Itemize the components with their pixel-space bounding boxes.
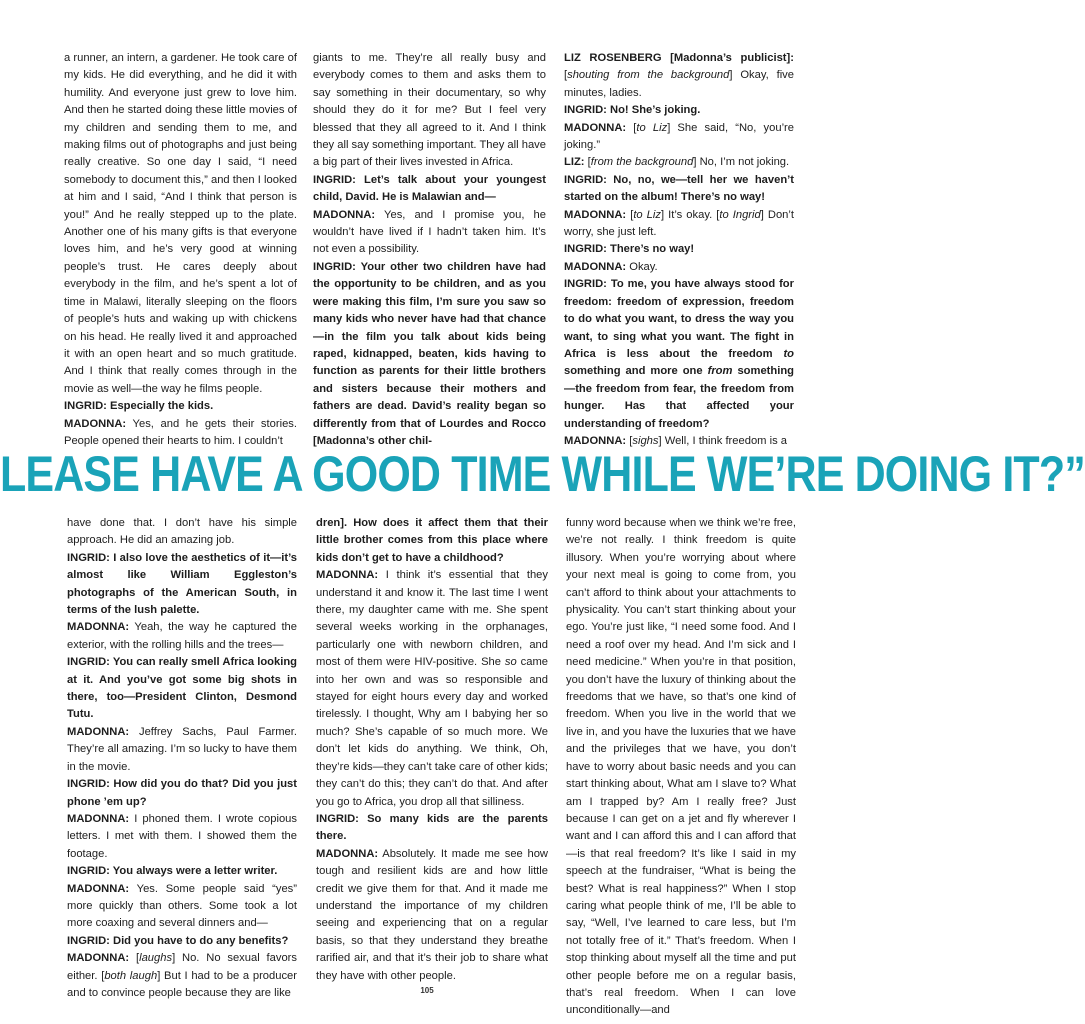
answer-paragraph: MADONNA: [sighs] Well, I think freedom is a (564, 434, 787, 447)
answer-paragraph (67, 619, 297, 654)
paragraph: a runner, an intern, a gardener. He took care of my kids. He did everything, and he did it with humility. And everyone just grew to love him. And then he started doing these little movies of my children and sending them to me, and making films out of photographs and just being really creative. So one day I said, “I need somebody to document this,” and then I looked at him and I said, “And I think that person is you!” And he really stepped up to the plate. Another one of his many gifts is that everyone loves him, and he’s very good at winning people’s trust. He cares deeply about everybody in the film, and he’s spent a lot of time in Malawi, literally sleeping on the floors of people’s huts and waking up with chickens on his head. He really lived it and approached it with an open heart and so much gratitude. And I think that really comes through in the movie as well—the way he films people. (64, 52, 297, 395)
question-paragraph: INGRID: No, no, we—tell her we haven’t started on the album! There’s no way! (564, 173, 794, 204)
speaker-label: MADONNA: (316, 847, 379, 860)
answer-paragraph: LIZ: [from the background] No, I’m not joking. (564, 156, 790, 169)
paragraph: funny word because when we think we’re free, we’re not really. I think freedom is quite illusory. When you’re worrying about where your next meal is going to come from, you can’t afford to think about your attachments to physicality. You can’t start thinking about your ego. You’re just like, “I need some food. And I need a roof over my head. And I’m sick and I need medicine.” When you’re in that position, you don’t have the luxury of thinking about the freedoms that we have, so that’s one kind of freedom. When you live in the world that we live in, and you have the luxuries that we have and the privileges that we have, you don’t have to worry about basic needs and you can start thinking about, What am I slave to? What am I trapped by? Am I really free? Just because I can get on a jet and fly wherever I want and I can afford this and I can afford that—is that real freedom? It’s like I said in my speech at the fundraiser, “What is being the best? What is real happiness?” When I stop caring what people think of me, I’ll be able to say, “Well, I’ve learned to care less, but I’m not totally free of it.” That’s freedom. When I stop thinking about myself all the time and put other people before me on a regular basis, that’s real freedom. When I can love unconditionally—and (566, 517, 796, 1017)
stage-direction: to Liz (636, 121, 668, 134)
text-column-3 (564, 50, 794, 450)
answer-text: I phoned them. I wrote copious letters. I met with them. I showed them the footage. (67, 812, 297, 860)
speaker-label: MADONNA: (64, 417, 127, 430)
question-text: something—the freedom from fear, the freedom from hunger. Has that affected your understanding of freedom? (564, 365, 794, 430)
answer-paragraph (316, 846, 548, 985)
question-paragraph: INGRID: Your other two children have had the opportunity to be children, and as you were making this film, I’m sure you saw so many kids who never have had that chance—in the film you talk about kids being raped, kidnapped, beaten, kids having to function as parents for their little brothers and sisters because their mothers and fathers are dead. David’s reality began so differently from that of Lourdes and Rocco [Madonna’s other chil- (313, 260, 546, 447)
speaker-label: MADONNA: (67, 812, 130, 825)
emphasis: to (783, 347, 794, 360)
answer-paragraph (67, 724, 297, 776)
paragraph: have done that. I don’t have his simple approach. He did an amazing job. (67, 517, 297, 547)
speaker-label: MADONNA: (316, 569, 379, 582)
text-column-5 (316, 515, 548, 985)
answer-paragraph: MADONNA: [laughs] No. No sexual favors either. [both laugh] But I had to be a producer and to convince people because they are like (67, 952, 298, 999)
question-text: INGRID: To me, you have always stood for freedom: freedom of expression, freedom to do what you want, to dress the way you want, to sing what you want. The fight in Africa is less about the freedom (564, 278, 794, 360)
text-column-4 (67, 515, 297, 1002)
answer-text: Yeah, the way he captured the exterior, with the rolling hills and the trees— (67, 621, 297, 651)
question-paragraph (564, 276, 794, 433)
page-number: 105 (420, 986, 434, 995)
answer-paragraph (316, 567, 548, 811)
answer-text: No, I’m not joking. (696, 156, 790, 169)
answer-text: But I had to be a producer and to convince people because they are like (67, 969, 298, 999)
stage-direction: both laugh (104, 969, 158, 982)
answer-text: Yes, and I promise you, he wouldn’t have lived if I hadn’t taken him. It’s not even a possibility. (313, 208, 546, 256)
text-column-2 (313, 50, 546, 450)
question-paragraph: INGRID: So many kids are the parents there. (316, 812, 548, 843)
text-column-6 (566, 515, 796, 1020)
answer-text: came into her own and was so responsible and stayed for eight hours every day and worked tirelessly. I thought, Why am I babying her so much? She’s capable of so much more. We don’t let kids do anything. We think, Oh, they’re kids—they can’t take care of other kids; they can’t do this; they can’t do that. And after you go to Africa, you drop all that silliness. (316, 656, 549, 808)
emphasis: so (504, 656, 517, 669)
answer-paragraph (67, 811, 297, 863)
stage-direction: to Liz (633, 208, 661, 221)
answer-text: Okay. (626, 260, 658, 273)
question-paragraph: INGRID: Let’s talk about your youngest child, David. He is Malawian and— (313, 173, 546, 204)
answer-text: Yes. Some people said “yes” more quickly than others. Some took a lot more coaxing and several dinners and— (67, 882, 297, 930)
answer-text: Well, I think freedom is a (661, 434, 787, 447)
answer-paragraph: MADONNA: [to Liz] She said, “No, you’re joking.” (564, 121, 794, 152)
question-paragraph: INGRID: There’s no way! (564, 243, 695, 256)
stage-direction: from the background (590, 156, 694, 169)
stage-direction: shouting from the background (567, 69, 730, 82)
question-paragraph: INGRID: Especially the kids. (64, 400, 214, 413)
answer-text: Okay, five minutes, ladies. (564, 69, 794, 99)
answer-text: No. No sexual favors either. (67, 952, 297, 982)
speaker-label: MADONNA: (67, 882, 130, 895)
stage-direction: sighs (632, 434, 659, 447)
question-text: something and more one (564, 365, 708, 378)
speaker-label: MADONNA: (564, 121, 627, 134)
answer-paragraph: LIZ ROSENBERG [Madonna’s publicist]: [shouting from the background] Okay, five minutes, ladies. (564, 52, 794, 99)
speaker-label: LIZ ROSENBERG [Madonna’s publicist]: (564, 52, 794, 64)
question-paragraph: INGRID: No! She’s joking. (564, 104, 701, 117)
speaker-label: LIZ: (564, 156, 585, 169)
question-paragraph: INGRID: Did you have to do any benefits? (67, 934, 289, 947)
pull-quote: LEASE HAVE A GOOD TIME WHILE WE’RE DOING IT?” (0, 446, 1085, 502)
speaker-label: MADONNA: (67, 952, 130, 965)
question-paragraph: INGRID: How did you do that? Did you just phone ’em up? (67, 778, 297, 808)
answer-text: It’s okay. (664, 208, 717, 221)
stage-direction: laughs (139, 952, 173, 965)
speaker-label: MADONNA: (67, 621, 130, 634)
answer-text: She said, “No, you’re joking.” (564, 121, 794, 152)
speaker-label: MADONNA: (564, 208, 627, 221)
speaker-label: MADONNA: (564, 260, 627, 273)
answer-text: I think it’s essential that they understand it and know it. The last time I went there, my daughter came with me. She spent several weeks working in the orphanages, particularly one with newborn children, and most of them were HIV-positive. She (316, 569, 548, 669)
stage-direction: to Ingrid (719, 208, 761, 221)
question-paragraph: INGRID: I also love the aesthetics of it—it’s almost like William Eggleston’s photographs of the American South, in terms of the lush palette. (67, 551, 297, 617)
answer-paragraph: MADONNA: [to Liz] It’s okay. [to Ingrid] Don’t worry, she just left. (564, 208, 794, 239)
answer-paragraph (313, 207, 546, 259)
answer-text: Yes, and he gets their stories. People opened their hearts to him. I couldn’t (64, 417, 297, 447)
speaker-label: MADONNA: (564, 434, 627, 447)
speaker-label: MADONNA: (313, 208, 376, 221)
question-paragraph: INGRID: You can really smell Africa looking at it. And you’ve got some big shots in there, too—President Clinton, Desmond Tutu. (67, 656, 297, 721)
answer-text: Jeffrey Sachs, Paul Farmer. They’re all amazing. I’m so lucky to have them in the movie. (67, 725, 297, 773)
speaker-label: MADONNA: (67, 725, 130, 738)
answer-text: Don’t worry, she just left. (564, 208, 794, 239)
text-column-1 (64, 50, 297, 450)
answer-paragraph (67, 881, 297, 933)
emphasis: from (707, 365, 733, 378)
question-paragraph: INGRID: You always were a letter writer. (67, 865, 278, 878)
paragraph: giants to me. They’re all really busy and everybody comes to them and asks them to say something in their documentary, so why should they do it for me? But I feel very blessed that they all agreed to it. And I think they all say something important. They all have a big part of their lives invested in Africa. (313, 52, 546, 169)
answer-text: Absolutely. It made me see how tough and resilient kids are and how little credit we give them for that. And it made me understand the importance of my children seeing and experiencing that on a regular basis, so that they understand they breathe rarified air, and that it’s their job to share what they have with other people. (316, 847, 548, 982)
answer-paragraph (564, 259, 794, 276)
question-paragraph: dren]. How does it affect them that their little brother comes from this place where kids don’t get to have a childhood? (316, 517, 548, 564)
